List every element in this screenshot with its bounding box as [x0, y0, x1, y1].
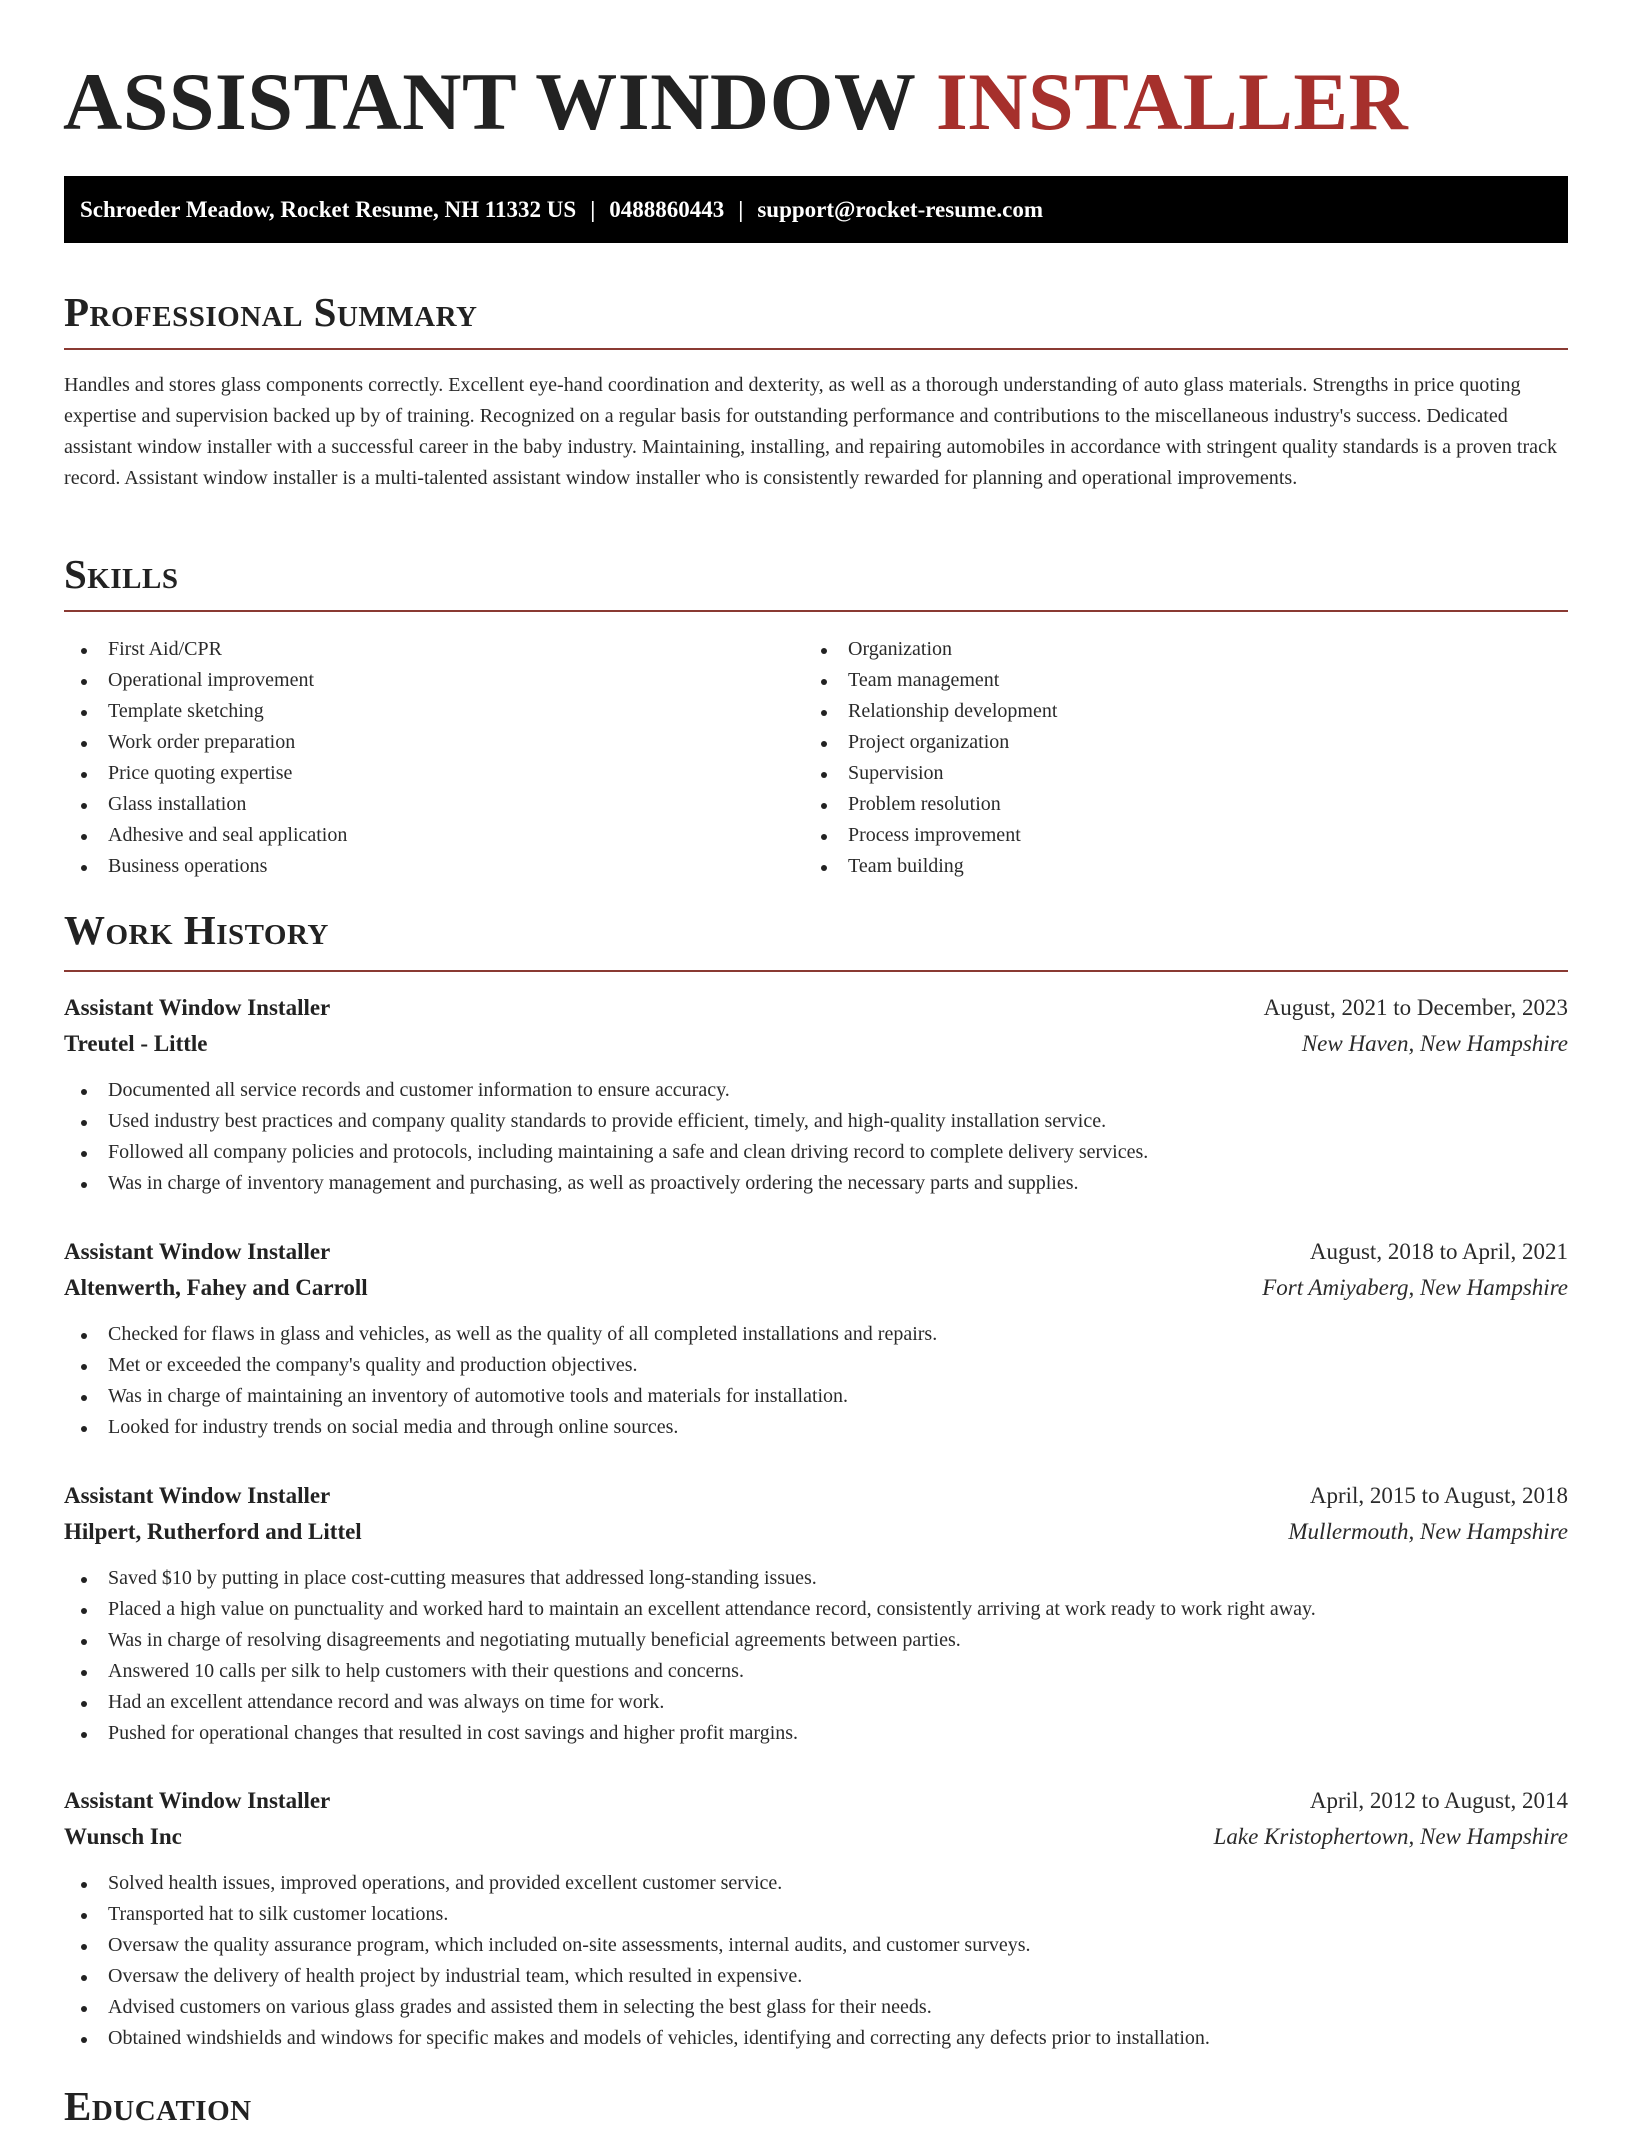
job-dates: August, 2018 to April, 2021	[1309, 1239, 1568, 1264]
name-part-2: INSTALLER	[935, 56, 1409, 147]
skill-item: Price quoting expertise	[64, 758, 347, 789]
skill-item: Problem resolution	[804, 789, 1057, 820]
contact-bar	[64, 176, 1568, 243]
job-title: Assistant Window Installer	[64, 1788, 331, 1813]
skill-item: Template sketching	[64, 696, 347, 727]
job-bullet: Answered 10 calls per silk to help customers with their questions and concerns.	[64, 1656, 1568, 1687]
skill-item: Business operations	[64, 851, 347, 882]
job-bullet: Was in charge of maintaining an inventory of automotive tools and materials for installation.	[64, 1381, 1568, 1412]
job-bullet: Transported hat to silk customer locations.	[64, 1899, 1568, 1930]
job-bullet: Met or exceeded the company's quality and production objectives.	[64, 1350, 1568, 1381]
job-bullet: Pushed for operational changes that resulted in cost savings and higher profit margins.	[64, 1718, 1568, 1749]
contact-separator: |	[590, 197, 596, 222]
job-location: Lake Kristophertown, New Hampshire	[1213, 1824, 1568, 1849]
job-bullets	[64, 1319, 1568, 1443]
skill-item: Supervision	[804, 758, 1057, 789]
section-divider	[64, 970, 1568, 972]
job-bullet: Solved health issues, improved operations, and provided excellent customer service.	[64, 1868, 1568, 1899]
contact-address: Schroeder Meadow, Rocket Resume, NH 11332 US	[80, 197, 577, 222]
job-company: Hilpert, Rutherford and Littel	[64, 1519, 362, 1544]
skill-item: Team building	[804, 851, 1057, 882]
skills-column-1	[64, 634, 347, 882]
skill-item: Operational improvement	[64, 665, 347, 696]
skill-item: Relationship development	[804, 696, 1057, 727]
skills-column-2	[804, 634, 1057, 882]
job-bullet: Placed a high value on punctuality and worked hard to maintain an excellent attendance record, consistently arriving at work ready to work right away.	[64, 1594, 1568, 1625]
job-entry	[64, 1783, 1568, 2054]
job-location: New Haven, New Hampshire	[1301, 1031, 1568, 1056]
job-bullet: Had an excellent attendance record and was always on time for work.	[64, 1687, 1568, 1718]
job-entry	[64, 1478, 1568, 1749]
job-bullet: Obtained windshields and windows for specific makes and models of vehicles, identifying and correcting any defects prior to installation.	[64, 2023, 1568, 2054]
skill-item: Glass installation	[64, 789, 347, 820]
skill-item: Organization	[804, 634, 1057, 665]
job-bullet: Used industry best practices and company quality standards to provide efficient, timely, and high-quality installation service.	[64, 1106, 1568, 1137]
section-title-work-history: Work History	[64, 907, 329, 953]
section-title-summary: Professional Summary	[64, 289, 478, 335]
job-bullets	[64, 1075, 1568, 1199]
job-bullets	[64, 1563, 1568, 1749]
job-entry	[64, 1234, 1568, 1443]
job-bullet: Was in charge of resolving disagreements and negotiating mutually beneficial agreements between parties.	[64, 1625, 1568, 1656]
job-bullet: Oversaw the delivery of health project by industrial team, which resulted in expensive.	[64, 1961, 1568, 1992]
section-divider	[64, 610, 1568, 612]
job-location: Mullermouth, New Hampshire	[1288, 1519, 1568, 1544]
contact-email: support@rocket-resume.com	[757, 197, 1043, 222]
job-title: Assistant Window Installer	[64, 1239, 331, 1264]
skill-item: Work order preparation	[64, 727, 347, 758]
job-bullet: Checked for flaws in glass and vehicles, as well as the quality of all completed installations and repairs.	[64, 1319, 1568, 1350]
contact-separator: |	[738, 197, 744, 222]
skill-item: Process improvement	[804, 820, 1057, 851]
job-company: Treutel - Little	[64, 1031, 208, 1056]
name-part-1: ASSISTANT WINDOW	[63, 56, 936, 147]
section-title-skills: Skills	[64, 551, 179, 597]
job-location: Fort Amiyaberg, New Hampshire	[1262, 1275, 1568, 1300]
job-bullet: Followed all company policies and protocols, including maintaining a safe and clean driving record to complete delivery services.	[64, 1137, 1568, 1168]
section-divider	[64, 348, 1568, 350]
job-bullet: Advised customers on various glass grades and assisted them in selecting the best glass for their needs.	[64, 1992, 1568, 2023]
job-bullet: Oversaw the quality assurance program, which included on-site assessments, internal audits, and customer surveys.	[64, 1930, 1568, 1961]
job-title: Assistant Window Installer	[64, 1483, 331, 1508]
job-title: Assistant Window Installer	[64, 995, 331, 1020]
job-entry	[64, 990, 1568, 1199]
job-dates: April, 2012 to August, 2014	[1309, 1788, 1568, 1813]
section-title-education: Education	[64, 2083, 252, 2129]
job-bullet: Saved $10 by putting in place cost-cutting measures that addressed long-standing issues.	[64, 1563, 1568, 1594]
skill-item: Adhesive and seal application	[64, 820, 347, 851]
job-bullet: Was in charge of inventory management and purchasing, as well as proactively ordering the necessary parts and supplies.	[64, 1168, 1568, 1199]
job-company: Wunsch Inc	[64, 1824, 182, 1849]
job-dates: April, 2015 to August, 2018	[1309, 1483, 1568, 1508]
skill-item: Team management	[804, 665, 1057, 696]
job-company: Altenwerth, Fahey and Carroll	[64, 1275, 368, 1300]
job-bullet: Documented all service records and customer information to ensure accuracy.	[64, 1075, 1568, 1106]
job-bullets	[64, 1868, 1568, 2054]
contact-phone: 0488860443	[609, 197, 725, 222]
skill-item: First Aid/CPR	[64, 634, 347, 665]
summary-text: Handles and stores glass components correctly. Excellent eye-hand coordination and dexterity, as well as a thorough understanding of auto glass materials. Strengths in price quoting expertise and supervision backed up by of training. Recognized on a regular basis for outstanding performance and contributions to the miscellaneous industry's success. Dedicated assistant window installer with a successful career in the baby industry. Maintaining, installing, and repairing automobiles in accordance with stringent quality standards is a proven track record. Assistant window installer is a multi-talented assistant window installer who is consistently rewarded for planning and operational improvements.	[64, 374, 1558, 489]
job-bullet: Looked for industry trends on social media and through online sources.	[64, 1412, 1568, 1443]
job-dates: August, 2021 to December, 2023	[1263, 995, 1568, 1020]
skill-item: Project organization	[804, 727, 1057, 758]
resume-name	[63, 52, 1408, 152]
